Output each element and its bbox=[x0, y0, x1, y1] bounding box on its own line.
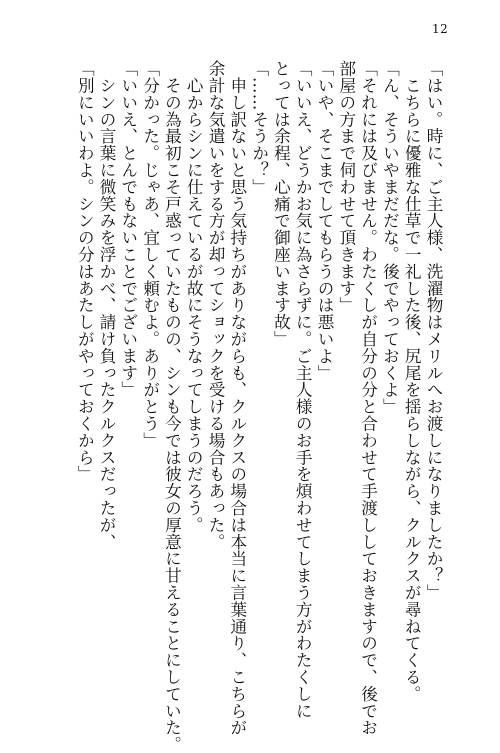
text-line: 「それには及びません。わたくしが自分の分と合わせて手渡ししておきますので、後でお bbox=[358, 60, 378, 736]
text-line: 「……そうか？」 bbox=[249, 60, 269, 196]
text-line: 「ん、そういやまだだな。後でやっておくよ」 bbox=[380, 60, 400, 415]
text-line: 「はい。時に、ご主人様、洗濯物はメリルへお渡しになりましたか？」 bbox=[424, 60, 443, 601]
text-line: 申し訳ないと思う気持ちがありながらも、クルクスの場合は本当に言葉通り、こちらが bbox=[227, 60, 247, 736]
text-line: 余計な気遣いをする方が却ってショックを受ける場合もあった。 bbox=[206, 60, 226, 551]
text-line: 「いいえ、とんでもないことでございます」 bbox=[118, 60, 138, 398]
body-text bbox=[44, 60, 444, 753]
page-number: 12 bbox=[432, 22, 449, 36]
text-line: 部屋の方まで伺わせて頂きます」 bbox=[336, 60, 356, 314]
text-line: とっては余程、心痛で御座います故」 bbox=[271, 60, 291, 348]
text-line: こちらに優雅な仕草で一礼した後、尻尾を揺らしながら、クルクスが尋ねてくる。 bbox=[402, 60, 422, 703]
text-line: 「いいえ、どうかお気に為さらずに。ご主人様のお手を煩わせてしまう方がわたくしに bbox=[293, 60, 313, 720]
text-line: 「分かった。じゃあ、宜しく頼むよ。ありがとう」 bbox=[140, 60, 160, 449]
text-line: 「別にいいわよ。シンの分はあたしがやっておくから」 bbox=[75, 60, 95, 483]
text-line: その為最初こそ戸惑っていたものの、シンも今では彼女の厚意に甘えることにしていた。 bbox=[162, 60, 182, 753]
text-line: シンの言葉に微笑みを浮かべ、請け負ったクルクスだったが、 bbox=[97, 60, 117, 551]
text-line: 「いや、そこまでしてもらうのは悪いよ」 bbox=[315, 60, 335, 382]
text-line: 心からシンに仕えているが故にそうなってしまうのだろう。 bbox=[184, 60, 204, 534]
